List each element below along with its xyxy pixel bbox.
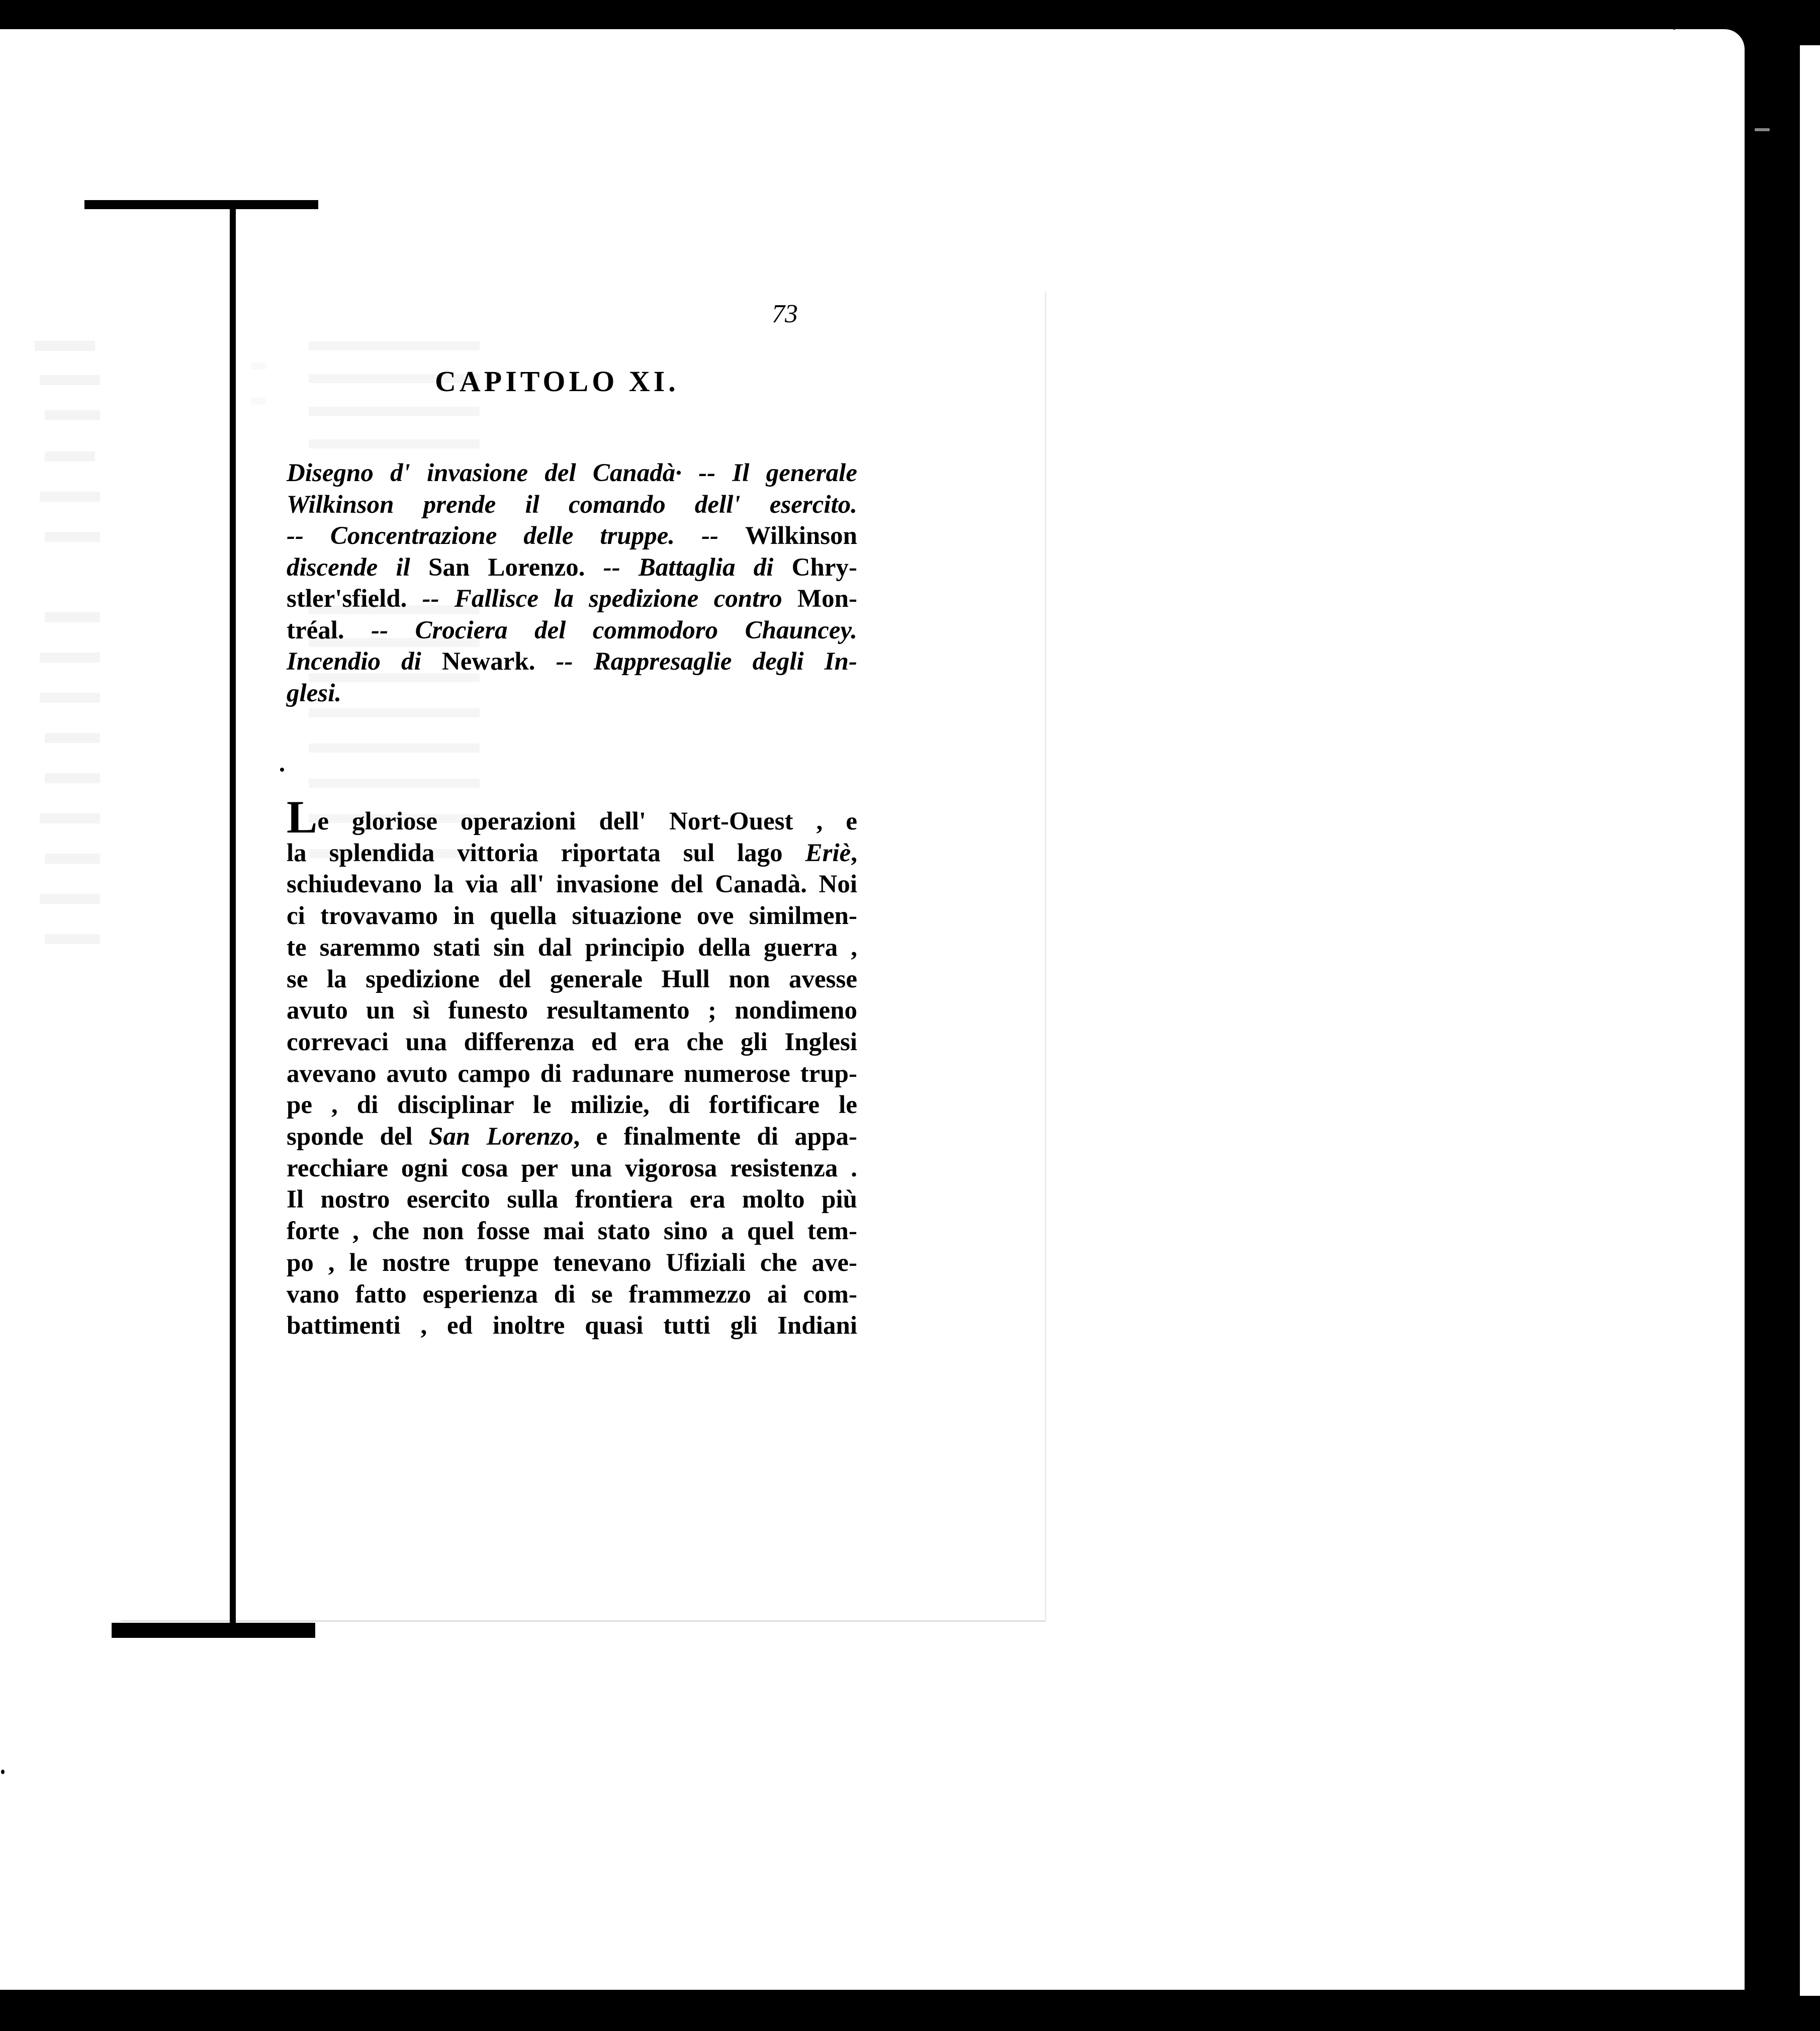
summary-run: Disegno d' invasione del Canadà· -- Il generale [287, 459, 857, 487]
summary-run: -- Battaglia di [585, 553, 792, 582]
body-run: forte , che non fosse mai stato sino a quel tem- [287, 1217, 857, 1246]
body-line [287, 900, 857, 932]
body-run: pe , di disciplinar le milizie, di fortificare le [287, 1091, 857, 1120]
summary-run: discende il [287, 553, 429, 582]
body-run: te saremmo stati sin dal principio della guerra , [287, 933, 857, 962]
clamp-top-bar [84, 200, 318, 209]
adjacent-page-edge [1800, 45, 1820, 1996]
page-edge-bottom [121, 1620, 1046, 1622]
summary-run: Mon- [797, 585, 857, 613]
summary-run: Incendio di [287, 648, 442, 676]
summary-run: -- Fallisce la spedizione contro [422, 585, 798, 613]
summary-run: -- Crociera del commodoro Chauncey. [344, 616, 857, 644]
clamp-post [230, 205, 236, 1628]
body-line [287, 869, 857, 900]
chapter-title: CAPITOLO XI. [435, 365, 679, 398]
summary-run: Newark. [441, 648, 535, 676]
body-run: correvaci una differenza ed era che gli Inglesi [287, 1028, 857, 1056]
body-line [287, 1089, 857, 1121]
body-line [287, 932, 857, 964]
body-run: se la spedizione del generale Hull non avesse [287, 965, 857, 993]
speck-top-right [1672, 23, 1677, 30]
speck-left-margin [280, 768, 284, 772]
summary-run: -- Concentrazione delle truppe. -- [287, 522, 745, 550]
body-run: avuto un sì funesto resultamento ; nondimeno [287, 996, 857, 1025]
body-line [287, 1216, 857, 1247]
body-run: battimenti , ed inoltre quasi tutti gli Indiani [287, 1312, 857, 1340]
body-line [287, 964, 857, 995]
body-run: Eriè [805, 839, 851, 867]
show-through-right-col-lines [251, 356, 271, 557]
body-run: San Lorenzo [429, 1123, 574, 1151]
drop-cap: L [287, 791, 318, 843]
summary-run: -- Rappresaglie degli In- [535, 648, 857, 676]
summary-line [287, 646, 857, 678]
chapter-summary [287, 457, 857, 709]
summary-run: tréal. [287, 616, 344, 644]
body-run: Il nostro esercito sulla frontiera era molto più [287, 1185, 857, 1214]
body-first-line-rest: e gloriose operazioni dell' Nort-Ouest , e [317, 807, 857, 836]
body-run: schiudevano la via all' invasione del Canadà. Noi [287, 870, 857, 899]
body-line [287, 838, 857, 869]
body-run: vano fatto esperienza di se frammezzo ai com- [287, 1280, 857, 1309]
summary-line [287, 583, 857, 615]
body-run: recchiare ogni cosa per una vigorosa resistenza . [287, 1154, 857, 1182]
body-text [287, 791, 857, 1342]
body-line [287, 1121, 857, 1153]
body-line [287, 1310, 857, 1342]
body-run: po , le nostre truppe tenevano Ufiziali che ave- [287, 1248, 857, 1277]
summary-run: San Lorenzo. [428, 553, 585, 582]
summary-line [287, 489, 857, 521]
speck-right-strip [1755, 128, 1770, 131]
summary-line [287, 615, 857, 647]
body-line [287, 995, 857, 1027]
body-run: , [851, 839, 857, 867]
summary-line [287, 552, 857, 584]
body-run: avevano avuto campo di radunare numerose trup- [287, 1059, 857, 1088]
summary-run: glesi. [287, 679, 342, 707]
body-line [287, 1247, 857, 1279]
body-line [287, 1027, 857, 1058]
page-edge-right [1045, 292, 1046, 1621]
body-run: la splendida vittoria riportata sul lago [287, 839, 805, 867]
summary-run: Chry- [791, 553, 857, 582]
speck-left-edge [1, 1770, 5, 1774]
show-through-right-col [221, 327, 271, 593]
page-number: 73 [772, 300, 798, 328]
body-line [287, 1279, 857, 1311]
body-run: ci trovavamo in quella situazione ove similmen- [287, 902, 857, 931]
summary-run: Wilkinson prende il comando dell' esercito. [287, 490, 857, 519]
body-run: sponde del [287, 1123, 429, 1151]
body-run: , e finalmente di appa- [573, 1123, 857, 1151]
summary-line [287, 520, 857, 552]
body-line [287, 1184, 857, 1216]
show-through-left [0, 307, 256, 1015]
body-line [287, 1153, 857, 1184]
summary-run: Wilkinson [745, 522, 857, 550]
body-line [287, 1058, 857, 1090]
summary-line [287, 457, 857, 489]
clamp-bottom-bar [112, 1623, 315, 1638]
body-first-line [287, 791, 857, 843]
summary-line [287, 678, 857, 709]
summary-run: stler'sfield. [287, 585, 422, 613]
